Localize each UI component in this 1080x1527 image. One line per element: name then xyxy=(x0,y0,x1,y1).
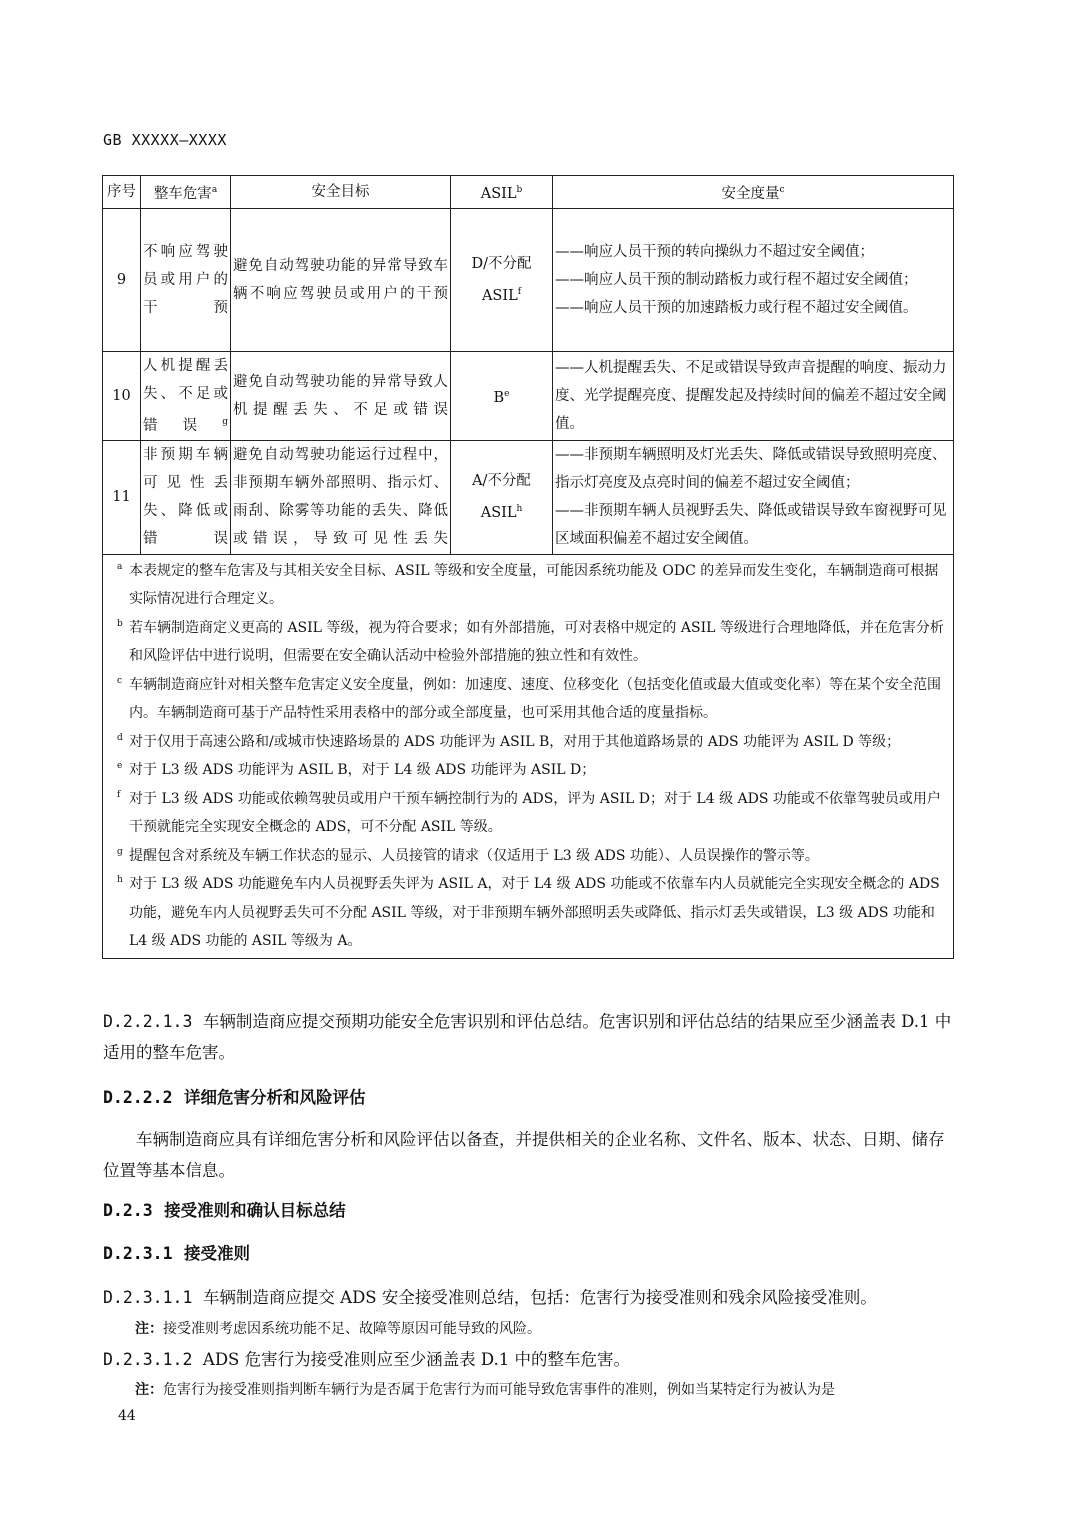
heading-d-2-3-1: D.2.3.1 接受准则 xyxy=(103,1244,251,1263)
table-row xyxy=(103,208,954,351)
table-header-row xyxy=(103,176,954,209)
cell-goal: 避免自动驾驶功能运行过程中，非预期车辆外部照明、指示灯、雨刮、除雾等功能的丢失、降低或错误，导致可见性丢失 xyxy=(231,440,451,554)
table-note: h 对于 L3 级 ADS 功能避免车内人员视野丢失评为 ASIL A，对于 L4 级 ADS 功能或不依靠车内人员就能完全实现安全概念的 ADS 功能，避免车内人员视野丢失可不分配 ASIL 等级，对于非预期车辆外部照明丢失或降低、指示灯丢失或错误，L3 级 ADS 功能和 L4 级 ADS 功能的 ASIL 等级为 A。 xyxy=(117,875,940,950)
heading-d-2-3: D.2.3 接受准则和确认目标总结 xyxy=(103,1201,346,1220)
col-header-goal: 安全目标 xyxy=(231,176,451,209)
standard-code-header: GB XXXXX—XXXX xyxy=(103,131,227,149)
cell-no: 11 xyxy=(103,440,141,554)
table-note: g 提醒包含对系统及车辆工作状态的显示、人员接管的请求（仅适用于 L3 级 ADS 功能）、人员误操作的警示等。 xyxy=(117,846,819,864)
table-note: b 若车辆制造商定义更高的 ASIL 等级，视为符合要求；如有外部措施，可对表格中规定的 ASIL 等级进行合理地降低，并在危害分析和风险评估中进行说明，但需要在安全确认活动中检验外部措施的独立性和有效性。 xyxy=(117,618,944,665)
clause-d-2-3-1-1: D.2.3.1.1 车辆制造商应提交 ADS 安全接受准则总结，包括：危害行为接受准则和残余风险接受准则。 xyxy=(103,1288,877,1307)
table-notes-row xyxy=(103,554,954,958)
table-note: e 对于 L3 级 ADS 功能评为 ASIL B，对于 L4 级 ADS 功能评为 ASIL D； xyxy=(117,761,596,779)
note-hazard-behavior-criteria: 注：危害行为接受准则指判断车辆行为是否属于危害行为而可能导致危害事件的准则，例如当某特定行为被认为是 xyxy=(135,1382,835,1398)
heading-d-2-2-2: D.2.2.2 详细危害分析和风险评估 xyxy=(103,1088,366,1107)
cell-asil: $B^e$ xyxy=(451,351,553,440)
clause-d-2-2-1-3: D.2.2.1.3 车辆制造商应提交预期功能安全危害识别和评估总结。危害识别和评估总结的结果应至少涵盖表 D.1 中适用的整车危害。 xyxy=(103,1012,952,1062)
cell-hazard: 不响应驾驶员或用户的干预 xyxy=(141,208,231,351)
cell-measures: ——非预期车辆照明及灯光丢失、降低或错误导致照明亮度、指示灯亮度及点亮时间的偏差不超过安全阈值； ——非预期车辆人员视野丢失、降低或错误导致车窗视野可见区域面积偏差不超过安全阈值。 xyxy=(553,440,954,554)
col-header-hazard: 整车危害$^a$ xyxy=(141,176,231,209)
cell-asil: A/不分配 ASIL$^h$ xyxy=(451,440,553,554)
cell-measures: ——响应人员干预的转向操纵力不超过安全阈值； ——响应人员干预的制动踏板力或行程不超过安全阈值； ——响应人员干预的加速踏板力或行程不超过安全阈值。 xyxy=(553,208,954,351)
cell-goal: 避免自动驾驶功能的异常导致车辆不响应驾驶员或用户的干预 xyxy=(231,208,451,351)
clause-d-2-3-1-2: D.2.3.1.2 ADS 危害行为接受准则应至少涵盖表 D.1 中的整车危害。 xyxy=(103,1350,630,1369)
col-header-asil: ASIL$^b$ xyxy=(451,176,553,209)
table-note: f 对于 L3 级 ADS 功能或依赖驾驶员或用户干预车辆控制行为的 ADS，评为 ASIL D；对于 L4 级 ADS 功能或不依靠驾驶员或用户干预就能完全实现安全概念的 ADS，可不分配 ASIL 等级。 xyxy=(117,789,941,836)
table-note: d 对于仅用于高速公路和/或城市快速路场景的 ADS 功能评为 ASIL B，对用于其他道路场景的 ADS 功能评为 ASIL D 等级； xyxy=(117,732,901,750)
table-note: a 本表规定的整车危害及与其相关安全目标、ASIL 等级和安全度量，可能因系统功能及 ODC 的差异而发生变化，车辆制造商可根据实际情况进行合理定义。 xyxy=(117,561,939,608)
note-acceptance-criteria: 注：接受准则考虑因系统功能不足、故障等原因可能导致的风险。 xyxy=(135,1321,541,1337)
hazard-table xyxy=(102,175,954,959)
cell-hazard: 人机提醒丢失、不足或错误$^g$ xyxy=(141,351,231,440)
col-header-measure: 安全度量$^c$ xyxy=(553,176,954,209)
cell-measures: ——人机提醒丢失、不足或错误导致声音提醒的响度、振动力度、光学提醒亮度、提醒发起及持续时间的偏差不超过安全阈值。 xyxy=(553,351,954,440)
cell-asil: D/不分配 ASIL$^f$ xyxy=(451,208,553,351)
page-number: 44 xyxy=(118,1408,136,1424)
paragraph-hara-records: 车辆制造商应具有详细危害分析和风险评估以备查，并提供相关的企业名称、文件名、版本、状态、日期、储存位置等基本信息。 xyxy=(103,1130,945,1180)
table-row xyxy=(103,440,954,554)
col-header-no: 序号 xyxy=(103,176,141,209)
table-row xyxy=(103,351,954,440)
cell-no: 9 xyxy=(103,208,141,351)
table-note: c 车辆制造商应针对相关整车危害定义安全度量，例如：加速度、速度、位移变化（包括变化值或最大值或变化率）等在某个安全范围内。车辆制造商可基于产品特性采用表格中的部分或全部度量，也可采用其他合适的度量指标。 xyxy=(117,675,941,722)
cell-no: 10 xyxy=(103,351,141,440)
table-notes xyxy=(103,554,954,958)
cell-hazard: 非预期车辆可见性丢失、降低或错误 xyxy=(141,440,231,554)
cell-goal: 避免自动驾驶功能的异常导致人机提醒丢失、不足或错误 xyxy=(231,351,451,440)
